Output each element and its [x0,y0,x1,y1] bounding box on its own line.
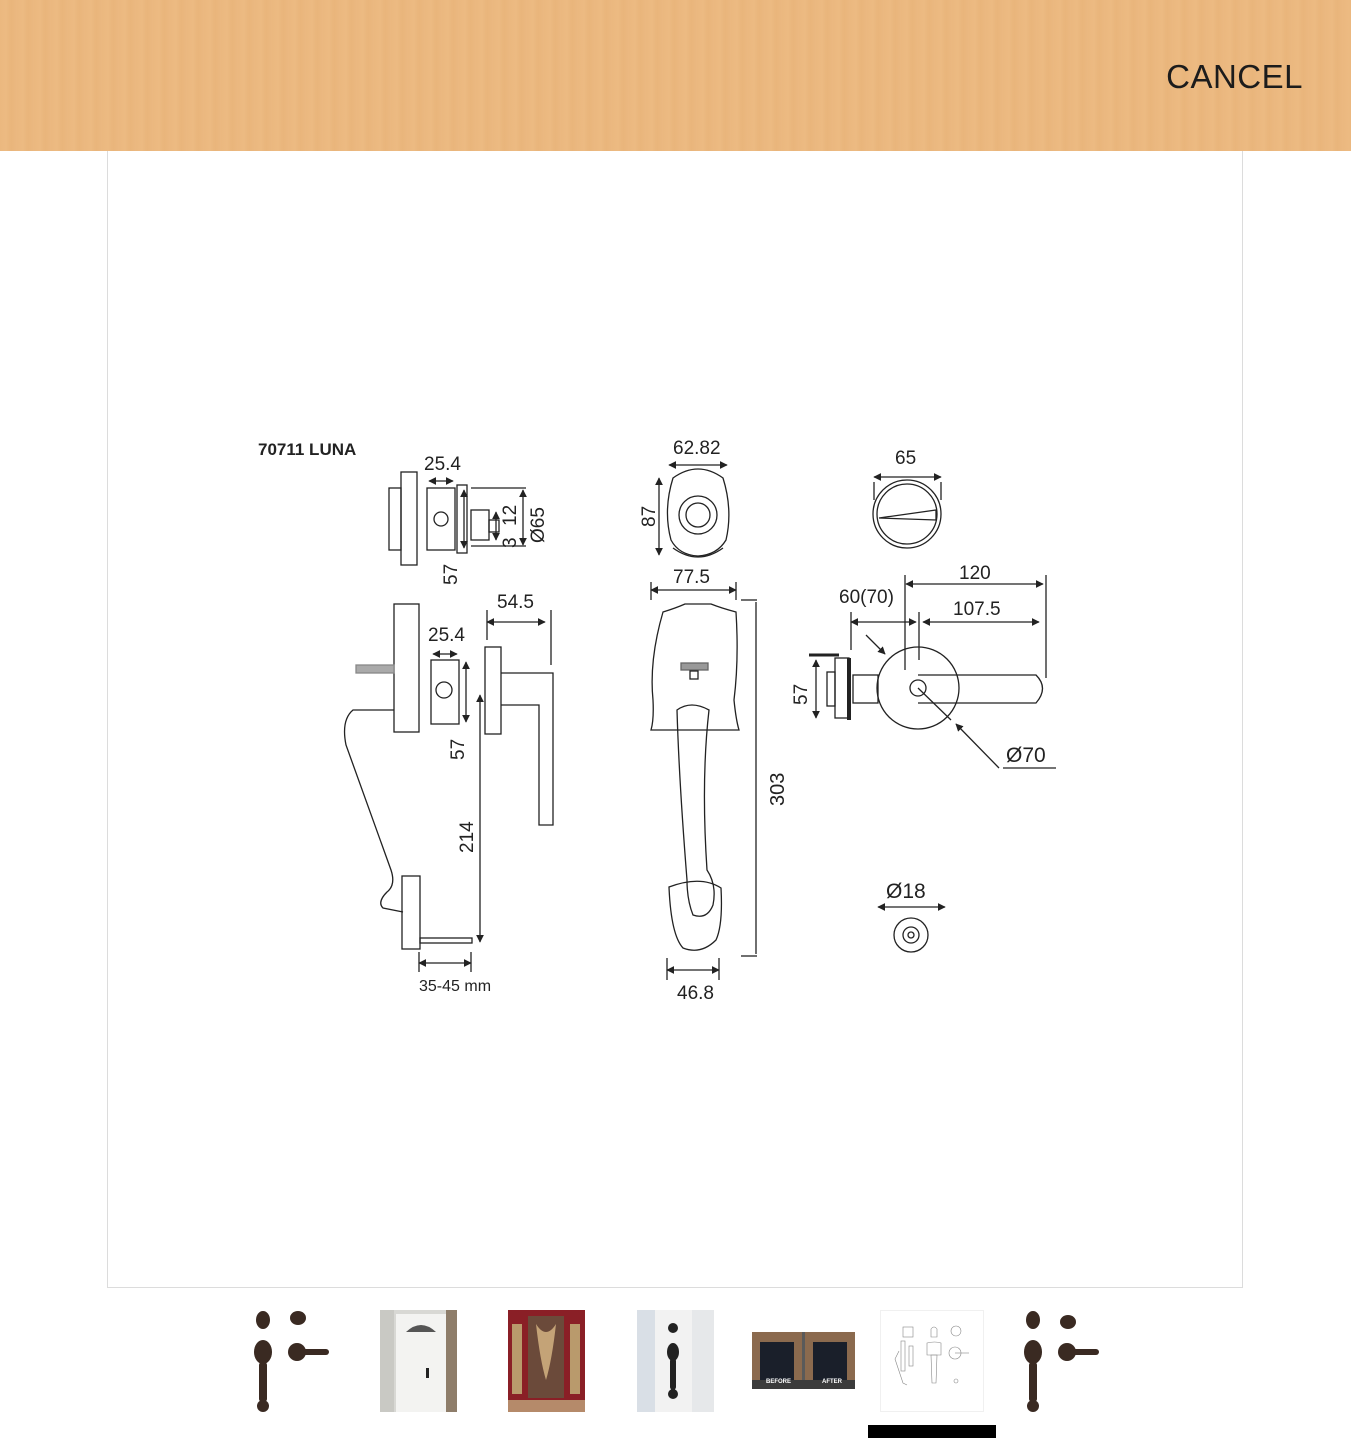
dim-bottom-width: 46.8 [677,983,714,1004]
selected-thumbnail-indicator [868,1425,996,1438]
dim-front-height: 87 [639,505,660,527]
thumb-technical-drawing[interactable] [880,1310,984,1412]
dim-door-thickness: 35-45 mm [419,978,492,995]
dim-deadbolt-3: 3 [500,537,521,548]
before-label: BEFORE [766,1379,792,1385]
dim-lever-60: 60(70) [839,587,894,608]
technical-drawing-thumb-image [881,1311,984,1412]
dim-front-width: 62.82 [673,438,721,459]
dim-lever-57: 57 [791,683,812,705]
dim-hole-dia: Ø18 [886,880,926,903]
dim-lever-120: 120 [959,563,991,584]
thumb-red-door[interactable] [508,1310,585,1412]
handleset-image [240,1308,340,1414]
dim-deadbolt-12: 12 [500,504,521,526]
dim-deadbolt-dia: Ø65 [528,507,549,543]
model-label: 70711 LUNA [258,440,357,459]
thumb-white-door[interactable] [380,1310,457,1412]
white-door-image [380,1310,457,1412]
dim-rose-dia: Ø70 [1006,744,1046,767]
red-door-image [508,1310,585,1412]
dim-handle-25: 25.4 [428,625,465,646]
thumbnail-strip [0,1300,1351,1440]
thumb-product-set[interactable] [240,1308,340,1414]
dim-lever-107: 107.5 [953,599,1001,620]
dim-handle-proj: 54.5 [497,592,534,613]
dim-deadbolt-57: 57 [441,563,462,585]
after-label: AFTER [822,1379,842,1385]
dim-handle-57: 57 [448,738,469,760]
thumb-product-set-2[interactable] [1010,1308,1110,1414]
thumb-before-after[interactable] [752,1332,855,1389]
image-viewer [107,151,1243,1288]
installed-handle-image [637,1310,714,1412]
handleset-image-2 [1010,1308,1110,1414]
dim-deadbolt-width: 25.4 [424,454,461,475]
technical-drawing [108,151,1244,1288]
dim-handle-214: 214 [457,821,478,853]
thumb-installed-handle[interactable] [637,1310,714,1412]
top-bar [0,0,1351,151]
cancel-button[interactable]: CANCEL [1166,58,1303,95]
dim-knob-width: 65 [895,448,917,469]
dim-handle-length: 303 [767,772,789,806]
dim-plate-width: 77.5 [673,567,710,588]
